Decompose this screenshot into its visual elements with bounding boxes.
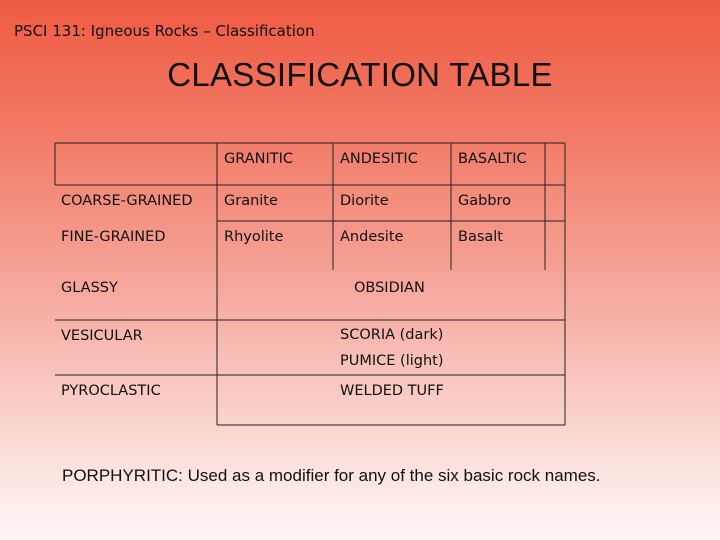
cell-diorite: Diorite — [340, 193, 389, 209]
slide-title: CLASSIFICATION TABLE — [167, 56, 553, 93]
column-header-basaltic: BASALTIC — [458, 151, 527, 167]
column-header-granitic: GRANITIC — [224, 151, 294, 167]
cell-andesite: Andesite — [340, 229, 404, 245]
row-label-fine-grained: FINE-GRAINED — [61, 229, 166, 245]
cell-obsidian: OBSIDIAN — [354, 280, 425, 296]
slide-header: PSCI 131: Igneous Rocks – Classification — [14, 22, 315, 40]
cell-granite: Granite — [224, 193, 278, 209]
cell-gabbro: Gabbro — [458, 193, 512, 209]
cell-pumice: PUMICE (light) — [340, 353, 444, 369]
row-label-vesicular: VESICULAR — [61, 328, 143, 344]
row-label-coarse-grained: COARSE-GRAINED — [61, 193, 193, 209]
cell-scoria: SCORIA (dark) — [340, 327, 444, 343]
cell-welded-tuff: WELDED TUFF — [340, 383, 444, 399]
cell-rhyolite: Rhyolite — [224, 229, 284, 245]
cell-basalt: Basalt — [458, 229, 503, 245]
porphyritic-note: PORPHYRITIC: Used as a modifier for any of the six basic rock names. — [62, 466, 601, 485]
row-label-pyroclastic: PYROCLASTIC — [61, 383, 161, 399]
column-header-andesitic: ANDESITIC — [340, 151, 418, 167]
row-label-glassy: GLASSY — [61, 280, 118, 296]
